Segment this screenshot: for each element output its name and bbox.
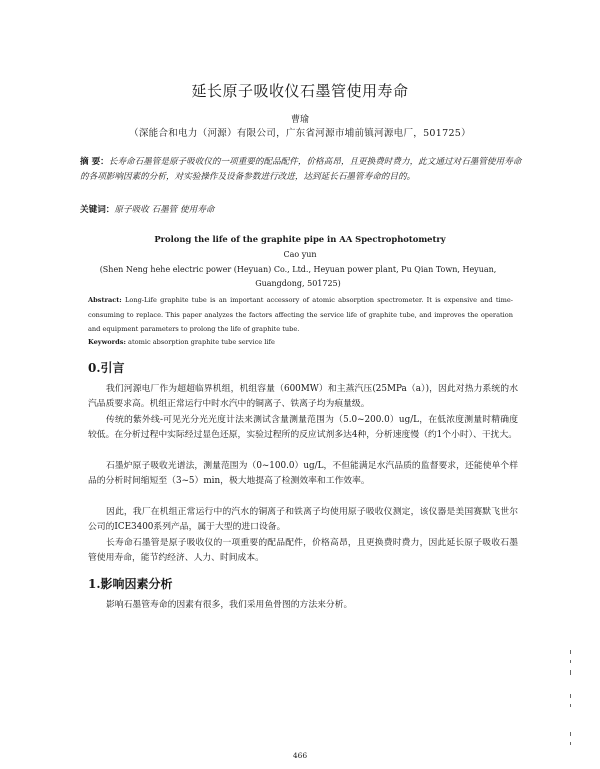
english-keywords-label: Keywords:	[88, 338, 126, 346]
section-heading-factors: 1.影响因素分析	[88, 577, 173, 591]
abstract-cn-label: 摘 要：	[80, 157, 109, 167]
abstract-cn	[80, 155, 525, 185]
keywords-cn-text: 原子吸收 石墨管 使用寿命	[114, 205, 215, 215]
english-author: Cao yun	[283, 250, 317, 259]
intro-paragraph-4: 因此，我厂在机组正常运行中的汽水的铜离子和铁离子均使用原子吸收仪测定，该仪器是美国赛默飞世尔公司的ICE3400系列产品，属于大型的进口设备。	[88, 507, 518, 532]
english-affiliation: (Shen Neng hehe electric power (Heyuan) Co., Ltd., Heyuan power plant, Pu Qian Town, Heyuan, Guangdong, 501725)	[99, 265, 497, 288]
keywords-cn-label: 关键词：	[80, 205, 115, 215]
page-number: 466	[292, 751, 308, 760]
keywords-cn	[80, 203, 525, 215]
affiliation: （深能合和电力（河源）有限公司，广东省河源市埔前镇河源电厂，501725）	[129, 128, 471, 139]
english-abstract-text: Long-Life graphite tube is an important accessory of atomic absorption spectrometer. It is expensive and time-consuming to replace. This paper analyzes the factors affecting the service life of graphite tube, and improves the operation and equipment parameters to prolong the life of graphite tube.	[88, 296, 513, 333]
intro-paragraph-2: 传统的紫外线-可见光分光光度计法来测试含量测量范围为（5.0~200.0）ug/L，在低浓度测量时精确度较低。在分析过程中实际经过显色还原，实验过程所的反应试剂多达4种，分析速度慢（约1个小时）、干扰大。	[88, 415, 518, 440]
english-keywords-text: atomic absorption graphite tube service life	[128, 338, 275, 346]
intro-paragraph-3: 石墨炉原子吸收光谱法，测量范围为（0~100.0）ug/L，不但能满足水汽品质的监督要求，还能使单个样品的分析时间缩短至（3~5）min，极大地提高了检测效率和工作效率。	[88, 461, 518, 486]
english-keywords	[88, 338, 513, 346]
section-heading-intro: 0.引言	[88, 361, 125, 375]
abstract-cn-text: 长寿命石墨管是原子吸收仪的一项重要的配品配件，价格高昂，且更换费时费力，此文通过对石墨管使用寿命的各项影响因素的分析，对实验操作及设备参数进行改进，达到延长石墨管寿命的目的。	[80, 157, 522, 182]
binding-margin-marks	[567, 650, 575, 750]
english-abstract	[88, 293, 513, 337]
intro-paragraph-1: 我们河源电厂作为超超临界机组，机组容量（600MW）和主蒸汽压(25MPa（a）)，因此对热力系统的水汽品质要求高。机组正常运行中时水汽中的铜离子、铁离子均为痕量级。	[88, 384, 518, 409]
paper-title: 延长原子吸收仪石墨管使用寿命	[191, 82, 409, 100]
factors-paragraph-1: 影响石墨管寿命的因素有很多，我们采用鱼骨图的方法来分析。	[106, 600, 353, 610]
author-name: 曹瑜	[290, 115, 309, 125]
intro-paragraph-5: 长寿命石墨管是原子吸收仪的一项重要的配品配件，价格高昂，且更换费时费力，因此延长原子吸收石墨管使用寿命，能节约经济、人力、时间成本。	[88, 538, 518, 563]
english-abstract-label: Abstract:	[88, 296, 122, 304]
english-title: Prolong the life of the graphite pipe in AA Spectrophotometry	[154, 234, 446, 244]
